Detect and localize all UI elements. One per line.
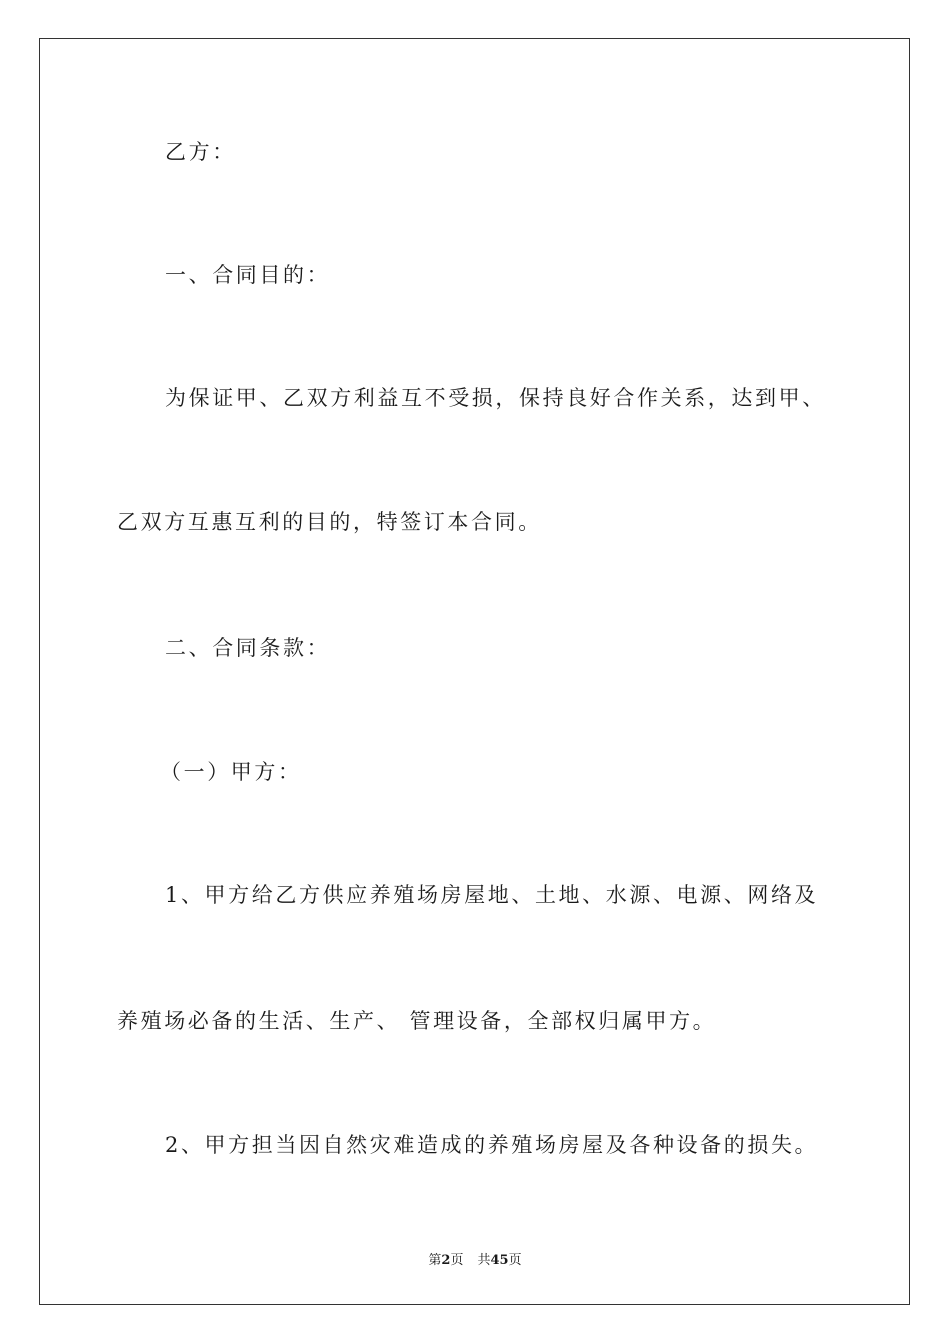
footer-page-number: 2 (441, 1253, 451, 1268)
clause-2-line: 2、甲方担当因自然灾难造成的养殖场房屋及各种设备的损失。 (165, 1133, 819, 1157)
section-1-heading: 一、合同目的： (165, 263, 331, 287)
party-b-line: 乙方： (165, 140, 236, 164)
purpose-paragraph-line-1: 为保证甲、乙双方利益互不受损，保持良好合作关系，达到甲、 (165, 386, 826, 410)
purpose-paragraph-line-2: 乙双方互惠互利的目的，特签订本合同。 (117, 510, 542, 534)
footer-page-suffix: 页 (450, 1253, 464, 1268)
clause-1-line-2: 养殖场必备的生活、生产、 管理设备，全部权归属甲方。 (117, 1009, 717, 1033)
page-footer (0, 1249, 950, 1268)
section-2-heading: 二、合同条款： (165, 636, 331, 660)
footer-page-prefix: 第 (428, 1253, 442, 1268)
clause-1-line-1: 1、甲方给乙方供应养殖场房屋地、土地、水源、电源、网络及 (165, 883, 819, 907)
footer-total-prefix: 共 (477, 1253, 491, 1268)
footer-total-pages: 45 (490, 1253, 509, 1268)
page-border (39, 38, 910, 1305)
footer-total-suffix: 页 (508, 1253, 522, 1268)
subsection-party-a-heading: （一）甲方： (160, 760, 302, 784)
